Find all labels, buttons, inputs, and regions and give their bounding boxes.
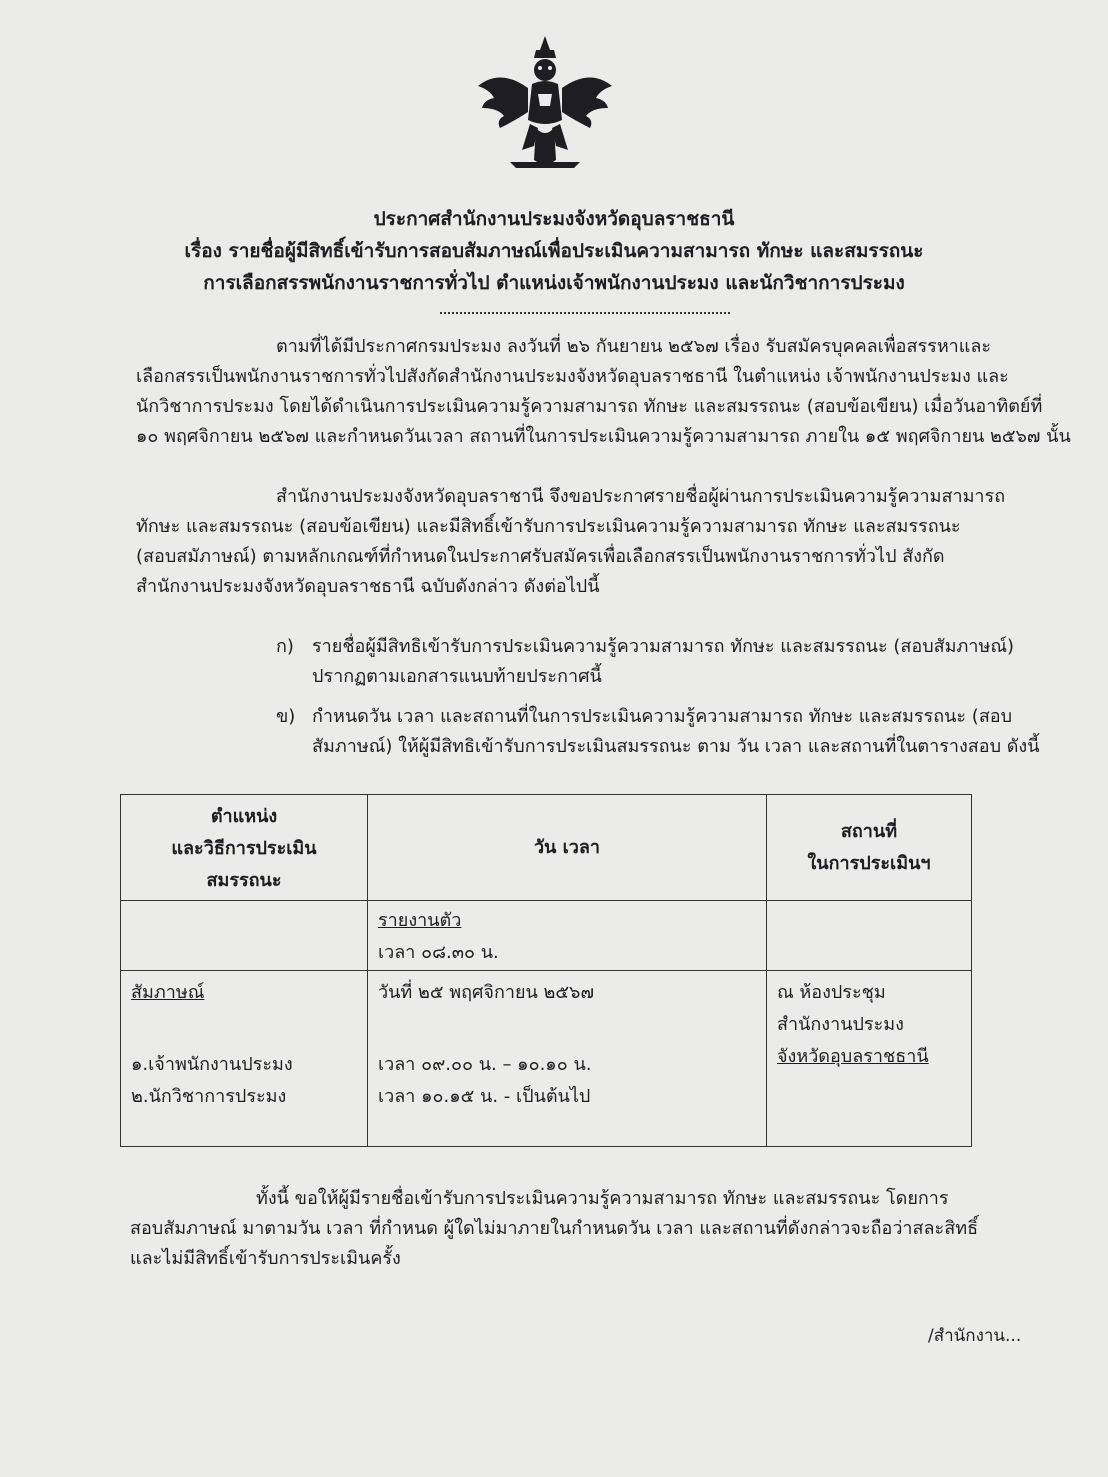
announcement-subject-cont: การเลือกสรรพนักงานราชการทั่วไป ตำแหน่งเจ้าพนักงานประมง และนักวิชาการประมง xyxy=(203,272,905,294)
paragraph-line: สำนักงานประมงจังหวัดอุบลราชธานี ฉบับดังกล่าว ดังต่อไปนี้ xyxy=(136,576,600,597)
report-label: รายงานตัว xyxy=(378,910,462,931)
paragraph-line: ๑๐ พฤศจิกายน ๒๕๖๗ และกำหนดวันเวลา สถานที่ในการประเมินความรู้ความสามารถ ภายใน ๑๕ พฤศจิกายน ๒๕๖๗ นั้น xyxy=(136,426,1071,447)
paragraph-line: เลือกสรรเป็นพนักงานราชการทั่วไปสังกัดสำนักงานประมงจังหวัดอุบลราชธานี ในตำแหน่ง เจ้าพนักงานประมง และ xyxy=(136,366,1009,387)
paragraph-line: ทั้งนี้ ขอให้ผู้มีรายชื่อเข้ารับการประเมินความรู้ความสามารถ ทักษะ และสมรรถนะ โดยการ xyxy=(256,1188,949,1209)
dotted-divider xyxy=(440,312,730,314)
position-name: ๑.เจ้าพนักงานประมง xyxy=(131,1054,293,1075)
header-line: และวิธีการประเมิน xyxy=(171,838,317,859)
header-line: สมรรถนะ xyxy=(206,870,282,891)
header-datetime: วัน เวลา xyxy=(368,795,767,901)
paragraph-line: ทักษะ และสมรรถนะ (สอบข้อเขียน) และมีสิทธิ์เข้ารับการประเมินความรู้ความสามารถ ทักษะ และสมรรถนะ xyxy=(136,516,961,537)
list-item-line: ปรากฏตามเอกสารแนบท้ายประกาศนี้ xyxy=(312,666,602,687)
table-header-row xyxy=(121,795,972,901)
table-cell xyxy=(767,971,972,1147)
table-cell xyxy=(368,971,767,1147)
header-line: ตำแหน่ง xyxy=(210,806,278,827)
list-item-line: รายชื่อผู้มีสิทธิเข้ารับการประเมินความรู้ความสามารถ ทักษะ และสมรรถนะ (สอบสัมภาษณ์) xyxy=(312,636,1015,657)
paragraph-line: สำนักงานประมงจังหวัดอุบลราชานี จึงขอประกาศรายชื่อผู้ผ่านการประเมินความรู้ความสามารถ xyxy=(276,486,1006,507)
list-marker: ก) xyxy=(276,636,294,657)
announcement-subject: เรื่อง รายชื่อผู้มีสิทธิ์เข้ารับการสอบสัมภาษณ์เพื่อประเมินความสามารถ ทักษะ และสมรรถนะ xyxy=(184,240,924,262)
announcement-title: ประกาศสำนักงานประมงจังหวัดอุบลราชธานี xyxy=(373,208,735,230)
paragraph-line: นักวิชาการประมง โดยได้ดำเนินการประเมินความรู้ความสามารถ ทักษะ และสมรรถนะ (สอบข้อเขียน) เมื่อวันอาทิตย์ที่ xyxy=(136,396,1043,417)
place-line: ณ ห้องประชุม xyxy=(777,982,886,1003)
header-place xyxy=(767,795,972,901)
exam-time: เวลา ๑๐.๑๕ น. - เป็นต้นไป xyxy=(378,1086,591,1107)
continuation-note: /สำนักงาน... xyxy=(928,1326,1022,1346)
paragraph-1 xyxy=(136,332,1071,452)
table-cell xyxy=(368,901,767,971)
paragraph-line: สอบสัมภาษณ์ มาตามวัน เวลา ที่กำหนด ผู้ใดไม่มาภายในกำหนดวัน เวลา และสถานที่ดังกล่าวจะถือว่าสละสิทธิ์ xyxy=(130,1218,979,1239)
header-line: สถานที่ xyxy=(840,820,898,842)
list-item xyxy=(276,702,1040,764)
exam-date: วันที่ ๒๕ พฤศจิกายน ๒๕๖๗ xyxy=(378,982,594,1003)
paragraph-line: ตามที่ได้มีประกาศกรมประมง ลงวันที่ ๒๖ กันยายน ๒๕๖๗ เรื่อง รับสมัครบุคคลเพื่อสรรหาและ xyxy=(276,336,992,357)
table-row xyxy=(121,971,972,1147)
paragraph-line: และไม่มีสิทธิ์เข้ารับการประเมินครั้ง xyxy=(130,1248,401,1269)
list-marker: ข) xyxy=(276,706,296,727)
table-cell xyxy=(121,901,368,971)
schedule-table xyxy=(120,794,972,1147)
table-cell xyxy=(121,971,368,1147)
exam-time: เวลา ๐๙.๐๐ น. – ๑๐.๑๐ น. xyxy=(378,1054,592,1075)
position-name: ๒.นักวิชาการประมง xyxy=(131,1086,287,1107)
list-item xyxy=(276,632,1036,694)
table-cell xyxy=(767,901,972,971)
place-line: จังหวัดอุบลราชธานี xyxy=(777,1046,929,1067)
place-line: สำนักงานประมง xyxy=(777,1014,904,1035)
header-line: ในการประเมินฯ xyxy=(807,852,931,874)
garuda-emblem xyxy=(470,28,620,178)
list-item-line: กำหนดวัน เวลา และสถานที่ในการประเมินความรู้ความสามารถ ทักษะ และสมรรถนะ (สอบ xyxy=(312,706,1013,727)
list-item-line: สัมภาษณ์) ให้ผู้มีสิทธิเข้ารับการประเมินสมรรถนะ ตาม วัน เวลา และสถานที่ในตารางสอบ ดังนี้ xyxy=(312,736,1040,757)
table-row xyxy=(121,901,972,971)
method-label: สัมภาษณ์ xyxy=(131,982,205,1003)
paragraph-2 xyxy=(136,482,1036,602)
paragraph-line: (สอบสมัภาษณ์) ตามหลักเกณฑ์ที่กำหนดในประกาศรับสมัครเพื่อเลือกสรรเป็นพนักงานราชการทั่วไป สังกัด xyxy=(136,546,945,567)
header-position xyxy=(121,795,368,901)
paragraph-3 xyxy=(130,1184,1036,1274)
report-time: เวลา ๐๘.๓๐ น. xyxy=(378,942,499,963)
